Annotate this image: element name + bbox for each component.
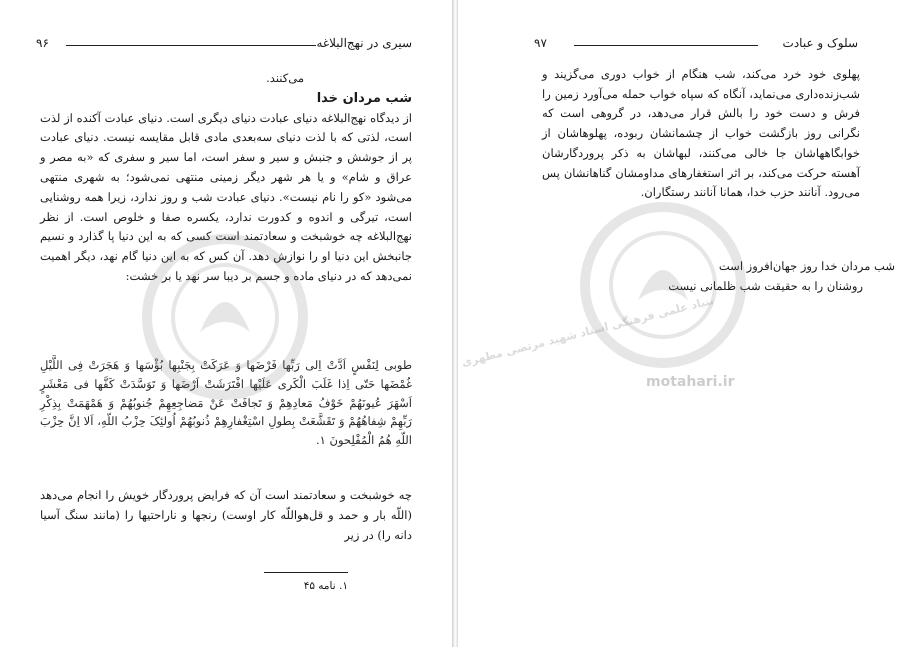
left-page-header <box>36 36 412 56</box>
running-title: سیری در نهج‌البلاغه <box>316 36 412 50</box>
page-number: ۹۷ <box>534 36 547 50</box>
left-page <box>0 0 452 647</box>
section-heading: شب مردان خدا <box>316 90 412 106</box>
paragraph: پهلوی خود خرد می‌کند، شب هنگام از خواب دوری می‌گزیند و شب‌زنده‌داری می‌نماید، آنگاه که سپاه خواب حمله می‌آورد زمین را فرش و دست خود را بالش قرار می‌دهد، در گروهی است که نگرانی روز بازگشت خواب از چشمانشان ربوده، پهلوهاشان از خوابگاههاشان جا خالی می‌کنند، لبهاشان به ذکر پروردگارشان آهسته حرکت می‌کند، بر اثر استغفارهای مداومشان گناهانشان پس می‌رود. آنانند حزب خدا، همانا آنانند رستگاران. <box>542 67 860 200</box>
page-number: ۹۶ <box>36 36 49 50</box>
poem-line: روشنان را به حقیقت شب ظلمانی نیست <box>668 278 863 293</box>
right-page <box>458 0 907 647</box>
header-rule <box>574 45 758 46</box>
right-page-body <box>542 65 860 203</box>
right-page-header <box>534 36 858 56</box>
paragraph: چه خوشبخت و سعادتمند است آن که فرایض پروردگار خویش را انجام می‌دهد (اللّه بار و حمد و قل‌هواللّه کار اوست) رنجها و ناراحتیها را (مانند سنگ آسیا دانه را) در زیر <box>40 488 412 542</box>
watermark-seal-icon <box>140 232 310 402</box>
intro-line: می‌کنند. <box>266 71 304 85</box>
running-title: سلوک و عبادت <box>782 36 858 50</box>
footnote-rule <box>264 572 348 573</box>
watermark-seal-icon <box>578 200 748 370</box>
arabic-quote: طوبی لِنَفْسٍ اَدَّتْ اِلی رَبِّها فَرْضَها وَ عَرَکَتْ بِجَنْبِها بُؤْسَها وَ هَجَرَتْ فِی اللَّیْلِ غُمْضَها حَتّی اِذا غَلَبَ الْکَری عَلَیْها افْتَرَشَتْ اَرْضَها وَ تَوَسَّدَتْ کَفَّها فی مَعْشَرٍ اَسْهَرَ عُیونَهُمْ خَوْفُ مَعادِهِمْ وَ تَجافَتْ عَنْ مَضاجِعِهِمْ جُنوبُهُمْ وَ هَمْهَمَتْ بِذِکْرِ رَبِّهِمْ شِفاهُهُمْ وَ تَقَشَّعَتْ بِطولِ اسْتِغْفارِهِمْ ذُنوبُهُمْ اُولئِکَ حِزْبُ اللّهِ، اَلا اِنَّ حِزْبَ اللّهِ هُمُ الْمُفْلِحونَ ۱. <box>40 358 412 448</box>
paragraph: از دیدگاه نهج‌البلاغه دنیای عبادت دنیای دیگری است. دنیای عبادت آکنده از لذت است، لذتی که با لذت دنیای سه‌بعدی مادی قابل مقایسه نیست. دنیای عبادت پر از جوشش و جنبش و سیر و سفر است، اما سیر و سفری که «به مصر و عراق و شام» و یا هر شهر دیگر زمینی منتهی نمی‌شود؛ به شهری منتهی می‌شود «کو را نام نیست». دنیای عبادت شب و روز ندارد، زیرا همه روشنایی است، تیرگی و اندوه و کدورت ندارد، یکسره صفا و خلوص است. از نظر نهج‌البلاغه چه خوشبخت و سعادتمند است کسی که به این دنیا پا گذارد و نسیم جانبخش این دنیا او را نوازش دهد. آن کس که به این دنیا گام نهد، دیگر اهمیت نمی‌دهد که در دنیای ماده و جسم بر دیبا سر نهد یا بر خشت: <box>40 110 412 283</box>
header-rule <box>66 45 316 46</box>
footnote: ۱. نامه ۴۵ <box>303 580 348 592</box>
poem-line: شب مردان خدا روز جهان‌افروز است <box>718 259 895 273</box>
watermark-seal-text: بنیاد علمی فرهنگی استاد شهید مرتضی مطهری <box>460 293 716 370</box>
watermark-site-text: motahari.ir <box>646 374 735 390</box>
